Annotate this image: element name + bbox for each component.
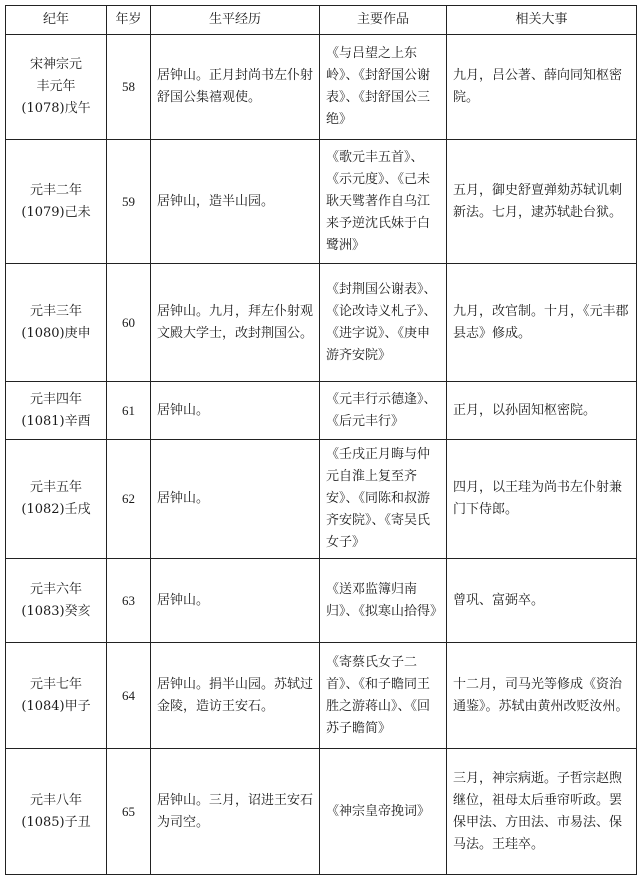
events-cell: 九月，改官制。十月，《元丰郡县志》修成。: [447, 264, 637, 382]
era-line: (1083)癸亥: [21, 603, 91, 619]
table-row: [6, 382, 637, 440]
table-row: [6, 559, 637, 643]
era-cell: [6, 643, 107, 749]
events-cell: 五月，御史舒亶弹劾苏轼讥刺新法。七月，逮苏轼赴台狱。: [447, 140, 637, 264]
era-line: (1084)甲子: [21, 698, 91, 714]
life-cell: 居钟山。捐半山园。苏轼过金陵，造访王安石。: [151, 643, 320, 749]
age-cell: 58: [107, 35, 151, 140]
era-line: (1085)子丑: [21, 814, 91, 830]
era-line: 元丰三年: [29, 303, 82, 319]
works-cell: 《壬戌正月晦与仲元自淮上复至齐安》、《同陈和叔游齐安院》、《寄吴氏女子》: [320, 440, 447, 559]
life-cell: 居钟山。: [151, 559, 320, 643]
works-cell: 《歌元丰五首》、《示元度》、《己未耿天骘著作自乌江来予逆沈氏妹于白鹭洲》: [320, 140, 447, 264]
table-row: [6, 749, 637, 875]
era-line: (1082)壬戌: [21, 502, 91, 517]
era-line: (1081)辛酉: [21, 413, 91, 429]
era-line: 宋神宗元: [29, 57, 82, 72]
era-cell: [6, 559, 107, 643]
era-cell: [6, 140, 107, 264]
header-works: 主要作品: [320, 6, 447, 35]
era-line: 元丰七年: [29, 676, 82, 692]
life-cell: 居钟山。正月封尚书左仆射舒国公集禧观使。: [151, 35, 320, 140]
header-age: 年岁: [107, 6, 151, 35]
era-line: (1078)戊午: [21, 101, 91, 116]
events-cell: 正月，以孙固知枢密院。: [447, 382, 637, 440]
era-line: 元丰六年: [29, 581, 82, 597]
era-line: 元丰五年: [29, 480, 82, 495]
era-line: (1079)己未: [21, 204, 91, 220]
header-events: 相关大事: [447, 6, 637, 35]
era-cell: [6, 749, 107, 875]
age-cell: 65: [107, 749, 151, 875]
age-cell: 63: [107, 559, 151, 643]
works-cell: 《送邓监簿归南归》、《拟寒山拾得》: [320, 559, 447, 643]
age-cell: 59: [107, 140, 151, 264]
works-cell: 《寄蔡氏女子二首》、《和子瞻同王胜之游蒋山》、《回苏子瞻简》: [320, 643, 447, 749]
life-cell: 居钟山，造半山园。: [151, 140, 320, 264]
age-cell: 62: [107, 440, 151, 559]
life-cell: 居钟山。: [151, 440, 320, 559]
life-cell: 居钟山。九月，拜左仆射观文殿大学士，改封荆国公。: [151, 264, 320, 382]
header-row: [6, 6, 637, 35]
era-line: 元丰四年: [29, 391, 82, 407]
events-cell: 十二月，司马光等修成《资治通鉴》。苏轼由黄州改贬汝州。: [447, 643, 637, 749]
era-line: 元丰二年: [29, 182, 82, 198]
works-cell: 《元丰行示德逢》、《后元丰行》: [320, 382, 447, 440]
era-cell: [6, 440, 107, 559]
table-row: [6, 140, 637, 264]
header-era: 纪年: [6, 6, 107, 35]
works-cell: 《与吕望之上东岭》、《封舒国公谢表》、《封舒国公三绝》: [320, 35, 447, 140]
works-cell: 《神宗皇帝挽词》: [320, 749, 447, 875]
chronology-table: [5, 5, 637, 875]
table-row: [6, 264, 637, 382]
age-cell: 64: [107, 643, 151, 749]
era-line: (1080)庚申: [21, 325, 91, 341]
era-line: 元丰八年: [29, 792, 82, 808]
table-row: [6, 35, 637, 140]
age-cell: 60: [107, 264, 151, 382]
era-line: 丰元年: [36, 79, 76, 94]
works-cell: 《封荆国公谢表》、《论改诗义札子》、《进字说》、《庚申游齐安院》: [320, 264, 447, 382]
events-cell: 四月，以王珪为尚书左仆射兼门下侍郎。: [447, 440, 637, 559]
era-cell: [6, 264, 107, 382]
era-cell: [6, 382, 107, 440]
events-cell: 九月，吕公著、薛向同知枢密院。: [447, 35, 637, 140]
life-cell: 居钟山。三月，诏进王安石为司空。: [151, 749, 320, 875]
table-row: [6, 440, 637, 559]
age-cell: 61: [107, 382, 151, 440]
events-cell: 曾巩、富弼卒。: [447, 559, 637, 643]
header-life: 生平经历: [151, 6, 320, 35]
era-cell: [6, 35, 107, 140]
table-row: [6, 643, 637, 749]
events-cell: 三月，神宗病逝。子哲宗赵煦继位，祖母太后垂帘听政。罢保甲法、方田法、市易法、保马法。王珪卒。: [447, 749, 637, 875]
life-cell: 居钟山。: [151, 382, 320, 440]
